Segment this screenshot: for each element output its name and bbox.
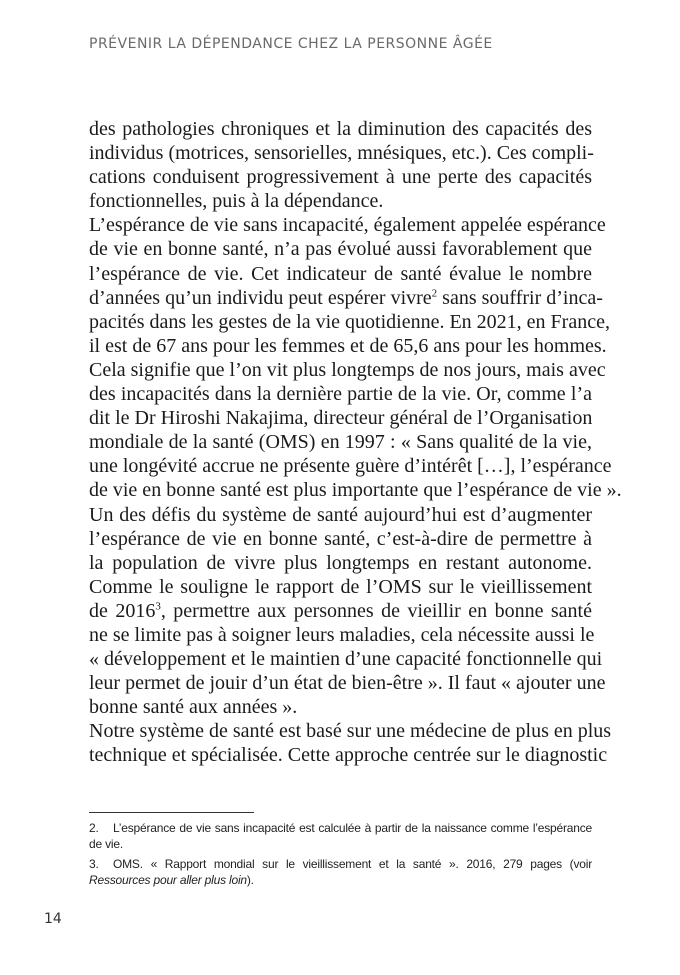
text-line: la population de vivre plus longtemps en restant autonome. [89, 551, 592, 574]
footnote-2 [89, 821, 592, 852]
text-line: de vie en bonne santé, n’a pas évolué aussi favorablement que [89, 238, 592, 261]
text-line [89, 286, 603, 310]
text-line: une longévité accrue ne présente guère d’intérêt […], l’espérance [89, 455, 612, 478]
text-line: individus (motrices, sensorielles, mnésiques, etc.). Ces compli- [89, 142, 594, 165]
text-line: de vie en bonne santé est plus importante que l’espérance de vie ». [89, 479, 622, 502]
footnote-number: 2. [89, 821, 99, 835]
footnote-3 [89, 857, 592, 888]
footnote-separator [89, 812, 254, 813]
paragraph-4 [89, 719, 612, 767]
text-line: Un des défis du système de santé aujourd’hui est d’augmenter [89, 503, 592, 526]
text-line: cations conduisent progressivement à une perte des capacités [89, 166, 592, 189]
text-line: l’espérance de vie. Cet indicateur de santé évalue le nombre [89, 262, 592, 285]
text-line: Cela signifie que l’on vit plus longtemps de nos jours, mais avec [89, 358, 606, 381]
text-line: L’espérance de vie sans incapacité, également appelée espérance [89, 214, 606, 237]
text-line: pacités dans les gestes de la vie quotidienne. En 2021, en France, [89, 310, 610, 333]
text-span: sans souffrir d’inca- [437, 286, 603, 309]
text-line: fonctionnelles, puis à la dépendance. [89, 190, 384, 213]
text-line: ne se limite pas à soigner leurs maladies, cela nécessite aussi le [89, 623, 595, 646]
paragraph-3 [89, 503, 606, 720]
footnote-text: ). [246, 872, 254, 887]
page-number: 14 [44, 911, 62, 927]
text-line: leur permet de jouir d’un état de bien-être ». Il faut « ajouter une [89, 672, 606, 695]
footnotes [89, 821, 592, 893]
text-line: « développement et le maintien d’une capacité fonctionnelle qui [89, 648, 603, 671]
text-line: mondiale de la santé (OMS) en 1997 : « Sans qualité de la vie, [89, 431, 592, 454]
text-line: l’espérance de vie en bonne santé, c’est-à-dire de permettre à [89, 527, 592, 550]
text-line [89, 599, 592, 623]
footnote-ref-2[interactable]: 2 [431, 287, 438, 299]
footnote-italic-title: Ressources pour aller plus loin [89, 872, 247, 887]
text-line: des pathologies chroniques et la diminution des capacités des [89, 118, 592, 140]
footnote-text: OMS. « Rapport mondial sur le vieillissement et la santé ». 2016, 279 pages (voir [113, 857, 592, 871]
text-span: de 2016 [89, 599, 156, 622]
body-text [89, 117, 622, 768]
text-line: Notre système de santé est basé sur une médecine de plus en plus [89, 720, 612, 743]
footnote-ref-3[interactable]: 3 [155, 600, 161, 613]
text-line: Comme le souligne le rapport de l’OMS sur le vieillissement [89, 575, 592, 598]
text-line: dit le Dr Hiroshi Nakajima, directeur général de l’Organisation [89, 407, 593, 430]
paragraph-1 [89, 117, 592, 213]
text-span: , permettre aux personnes de vieillir en bonne santé [160, 599, 592, 622]
text-line: il est de 67 ans pour les femmes et de 65,6 ans pour les hommes. [89, 334, 607, 357]
text-line: des incapacités dans la dernière partie de la vie. Or, comme l’a [89, 383, 592, 406]
text-line: technique et spécialisée. Cette approche centrée sur le diagnostic [89, 744, 608, 767]
footnote-text: L’espérance de vie sans incapacité est calculée à partir de la naissance comme l’espérance de vie. [89, 821, 592, 851]
paragraph-2 [89, 213, 622, 502]
running-header: PRÉVENIR LA DÉPENDANCE CHEZ LA PERSONNE ÂGÉE [89, 36, 493, 52]
text-span: d’années qu’un individu peut espérer vivre [89, 286, 432, 309]
footnote-number: 3. [89, 857, 99, 871]
text-line: bonne santé aux années ». [89, 696, 298, 719]
